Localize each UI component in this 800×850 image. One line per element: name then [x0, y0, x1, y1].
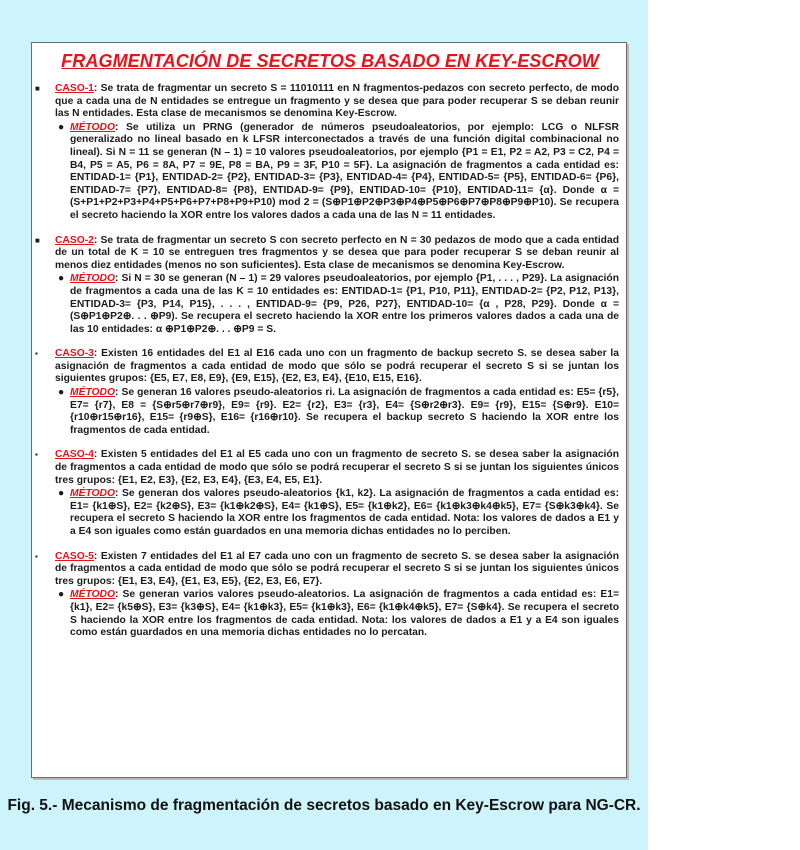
- figure-slide: [31, 42, 627, 778]
- bullet-dot-icon: ●: [58, 488, 65, 500]
- case-item: [35, 234, 619, 337]
- case-description: CASO-4: Existen 5 entidades del E1 al E5 cada uno con un fragmento de secreto S. se desea saber la asignación de fragmentos a cada entidad de modo que sólo se podrá recuperar el secreto S si se juntan los siguientes únicos tres grupos: {E1, E2, E3}, {E2, E3, E4}, {E3, E4, E5, E1}.: [55, 449, 619, 486]
- case-text: Existen 16 entidades del E1 al E16 cada uno con un fragmento de backup secreto S. se desea saber la asignación de fragmentos a cada entidad de modo que sólo se podrá recuperar el secreto S si se juntan los siguientes grupos: {E5, E7, E8, E9}, {E9, E15}, {E2, E3, E4}, {E10, E15, E16}.: [55, 348, 619, 385]
- figure-title: FRAGMENTACIÓN DE SECRETOS BASADO EN KEY-ESCROW: [61, 51, 599, 71]
- case-text: Existen 7 entidades del E1 al E7 cada uno con un fragmento de secreto S. se desea saber la asignación de fragmentos a cada entidad de modo que sólo se podrá recuperar el secreto S si se juntan los siguientes únicos tres grupos: {E1, E3, E4}, {E1, E3, E5}, {E2, E3, E6, E7}.: [55, 550, 619, 587]
- method-text: Se generan varios valores pseudo-aleatorios. La asignación de fragmentos a cada entidad es: E1= {k1}, E2= {k5⊕S}, E3= {k3⊕S}, E4= {k1⊕k3}, E5= {k1⊕k3}, E6= {k1⊕k4⊕k5}, E7= {S⊕k4}. Se recupera el secreto S haciendo la XOR entre los fragmentos de cada entidad. Nota: los valores de dados a E1 y a E4 son iguales como están guardados en una memoria dichas entidades no lo percatan.: [70, 589, 619, 639]
- method-text: Si N = 30 se generan (N – 1) = 29 valores pseudoaleatorios, por ejemplo {P1, . . . , P29}. La asignación de fragmentos a cada una de las K = 10 entidades es: ENTIDAD-1= {P1, P10, P11}, ENTIDAD-2= {P2, P12, P13}, ENTIDAD-3= {P3, P14, P15}, . . . , ENTIDAD-9= {P9, P26, P27}, ENTIDAD-10= {α , P28, P29}. Donde α = (S⊕P1⊕P2⊕. . . ⊕P9). Se recupera el secreto haciendo la XOR entre los primeros valores dados a cada una de las 10 entidades: α ⊕P1⊕P2⊕. . . ⊕P9 = S.: [70, 273, 619, 335]
- case-label: CASO-4: [55, 449, 94, 461]
- bullet-icon: ▪: [35, 450, 38, 460]
- method-label: MÉTODO: [70, 589, 116, 601]
- case-text: Se trata de fragmentar un secreto S con secreto perfecto en N = 30 pedazos de modo que a cada entidad de un total de K = 10 se entreguen tres fragmentos y se desea que para poder recuperar S se deban reunir al menos diez entidades (menos no son suficientes). Esta clase de mecanismos se denomina Key-Escrow.: [55, 234, 619, 271]
- case-label: CASO-1: [55, 83, 94, 94]
- case-text: Existen 5 entidades del E1 al E5 cada uno con un fragmento de secreto S. se desea saber la asignación de fragmentos a cada entidad de modo que sólo se podrá recuperar el secreto S si se juntan los siguientes únicos tres grupos: {E1, E2, E3}, {E2, E3, E4}, {E3, E4, E5, E1}.: [55, 449, 619, 486]
- bullet-dot-icon: ●: [58, 121, 65, 133]
- figure-caption: Fig. 5.- Mecanismo de fragmentación de secretos basado en Key-Escrow para NG-CR.: [7, 797, 641, 814]
- method-text: Se generan dos valores pseudo-aleatorios {k1, k2}. La asignación de fragmentos a cada entidad es: E1= {k1⊕S}, E2= {k2⊕S}, E3= {k1⊕k2⊕S}, E4= {k1⊕S}, E5= {k1⊕k2}, E6= {k1⊕k3⊕k4⊕k5}, E7= {S⊕k3⊕k4}. Se recupera el secreto S haciendo la XOR entre los fragmentos de cada entidad. Nota: los valores de dados a E1 y a E4 son iguales como están guardados en una memoria dichas entidades no lo perciben.: [70, 488, 620, 537]
- case-item: [35, 449, 620, 538]
- case-description: CASO-1: Se trata de fragmentar un secreto S = 11010111 en N fragmentos-pedazos con secreto perfecto, de modo que a cada una de N entidades se entregue un fragmento y se desea que para poder recuperar S se deban reunir las N entidades. Esta clase de mecanismos se denomina Key-Escrow.: [55, 83, 619, 120]
- method-label: MÉTODO: [70, 387, 116, 399]
- case-method: ● MÉTODO: Se generan varios valores pseudo-aleatorios. La asignación de fragmentos a cada entidad es: E1= {k1}, E2= {k5⊕S}, E3= {k3⊕S}, E4= {k1⊕k3}, E5= {k1⊕k3}, E6= {k1⊕k4⊕k5}, E7= {S⊕k4}. Se recupera el secreto S haciendo la XOR entre los fragmentos de cada entidad. Nota: los valores de dados a E1 y a E4 son iguales como están guardados en una memoria dichas entidades no lo percatan.: [58, 589, 619, 639]
- case-label: CASO-3: [55, 348, 94, 360]
- bullet-dot-icon: ●: [58, 589, 65, 601]
- method-text: Se generan 16 valores pseudo-aleatorios ri. La asignación de fragmentos a cada entidad es: E5= {r5}, E7= {r7}, E8 = {S⊕r5⊕r7⊕r9}, E9= {r9}. E2= {r2}, E3= {r3}, E4= {S⊕r2⊕r3}. E9= {r9}, E15= {S⊕r9}. E10= {r10⊕r15⊕r16}, E15= {r9⊕S}, E16= {r16⊕r10}. Se recupera el backup secreto S haciendo la XOR entre los fragmentos de cada entidad.: [70, 387, 620, 436]
- case-item: [35, 550, 619, 640]
- case-method: ● MÉTODO: Si N = 30 se generan (N – 1) = 29 valores pseudoaleatorios, por ejemplo {P1, . . . , P29}. La asignación de fragmentos a cada una de las K = 10 entidades es: ENTIDAD-1= {P1, P10, P11}, ENTIDAD-2= {P2, P12, P13}, ENTIDAD-3= {P3, P14, P15}, . . . , ENTIDAD-9= {P9, P26, P27}, ENTIDAD-10= {α , P28, P29}. Donde α = (S⊕P1⊕P2⊕. . . ⊕P9). Se recupera el secreto haciendo la XOR entre los primeros valores dados a cada una de las 10 entidades: α ⊕P1⊕P2⊕. . . ⊕P9 = S.: [58, 273, 619, 335]
- bullet-dot-icon: ●: [58, 273, 65, 285]
- method-label: MÉTODO: [70, 273, 116, 285]
- case-description: CASO-5: Existen 7 entidades del E1 al E7 cada uno con un fragmento de secreto S. se desea saber la asignación de fragmentos a cada entidad de modo que sólo se podrá recuperar el secreto S si se juntan los siguientes únicos tres grupos: {E1, E3, E4}, {E1, E3, E5}, {E2, E3, E6, E7}.: [55, 550, 619, 587]
- cases-list: [35, 83, 620, 652]
- case-method: ● MÉTODO: Se generan dos valores pseudo-aleatorios {k1, k2}. La asignación de fragmentos a cada entidad es: E1= {k1⊕S}, E2= {k2⊕S}, E3= {k1⊕k2⊕S}, E4= {k1⊕S}, E5= {k1⊕k2}, E6= {k1⊕k3⊕k4⊕k5}, E7= {S⊕k3⊕k4}. Se recupera el secreto S haciendo la XOR entre los fragmentos de cada entidad. Nota: los valores de dados a E1 y a E4 son iguales como están guardados en una memoria dichas entidades no lo perciben.: [58, 488, 620, 537]
- case-method: ● MÉTODO: Se utiliza un PRNG (generador de números pseudoaleatorios, por ejemplo: LCG o NLFSR generalizado no lineal basado en k LFSR interconectados a través de una función digital combinacional no lineal). Si N = 11 se generan (N – 1) = 10 valores pseudoaleatorios, por ejemplo {P1 = E1, P2 = A2, P3 = C2, P4 = B4, P5 = A5, P6 = 8A, P7 = 9E, P8 = BA, P9 = 3F, P10 = 5F}. La asignación de fragmentos a cada entidad es: ENTIDAD-1= {P1}, ENTIDAD-2= {P2}, ENTIDAD-3= {P3}, ENTIDAD-4= {P4}, ENTIDAD-5= {P5}, ENTIDAD-6= {P6}, ENTIDAD-7= {P7}, ENTIDAD-8= {P8}, ENTIDAD-9= {P9}, ENTIDAD-10= {P10}, ENTIDAD-11= {α}. Donde α = (S+P1+P2+P3+P4+P5+P6+P7+P8+P9+P10) mod 2 = (S⊕P1⊕P2⊕P3⊕P4⊕P5⊕P6⊕P7⊕P8⊕P9⊕P10). Se recupera el secreto haciendo la XOR entre los valores dados a cada una de las N = 11 entidades.: [58, 121, 619, 221]
- case-description: CASO-2: Se trata de fragmentar un secreto S con secreto perfecto en N = 30 pedazos de modo que a cada entidad de un total de K = 10 se entreguen tres fragmentos y se desea que para poder recuperar S se deban reunir al menos diez entidades (menos no son suficientes). Esta clase de mecanismos se denomina Key-Escrow.: [55, 234, 619, 271]
- case-method: ● MÉTODO: Se generan 16 valores pseudo-aleatorios ri. La asignación de fragmentos a cada entidad es: E5= {r5}, E7= {r7}, E8 = {S⊕r5⊕r7⊕r9}, E9= {r9}. E2= {r2}, E3= {r3}, E4= {S⊕r2⊕r3}. E9= {r9}, E15= {S⊕r9}. E10= {r10⊕r15⊕r16}, E15= {r9⊕S}, E16= {r16⊕r10}. Se recupera el backup secreto S haciendo la XOR entre los fragmentos de cada entidad.: [58, 387, 620, 436]
- bullet-icon: ▪: [35, 349, 38, 359]
- bullet-icon: ■: [35, 235, 40, 245]
- method-label: MÉTODO: [70, 121, 116, 133]
- case-description: CASO-3: Existen 16 entidades del E1 al E16 cada uno con un fragmento de backup secreto S. se desea saber la asignación de fragmentos a cada entidad de modo que sólo se podrá recuperar el secreto S si se juntan los siguientes grupos: {E5, E7, E8, E9}, {E9, E15}, {E2, E3, E4}, {E10, E15, E16}.: [55, 348, 619, 385]
- case-item: [35, 83, 619, 223]
- bullet-dot-icon: ●: [58, 387, 65, 399]
- bullet-icon: ■: [35, 84, 40, 93]
- case-item: [35, 348, 620, 437]
- case-label: CASO-5: [55, 550, 94, 562]
- case-text: Se trata de fragmentar un secreto S = 11010111 en N fragmentos-pedazos con secreto perfecto, de modo que a cada una de N entidades se entregue un fragmento y se desea que para poder recuperar S se deban reunir las N entidades. Esta clase de mecanismos se denomina Key-Escrow.: [55, 83, 619, 120]
- method-label: MÉTODO: [70, 488, 116, 500]
- case-label: CASO-2: [55, 234, 94, 246]
- method-text: Se utiliza un PRNG (generador de números pseudoaleatorios, por ejemplo: LCG o NLFSR generalizado no lineal basado en k LFSR interconectados a través de una función digital combinacional no lineal). Si N = 11 se generan (N – 1) = 10 valores pseudoaleatorios, por ejemplo {P1 = E1, P2 = A2, P3 = C2, P4 = B4, P5 = A5, P6 = 8A, P7 = 9E, P8 = BA, P9 = 3F, P10 = 5F}. La asignación de fragmentos a cada entidad es: ENTIDAD-1= {P1}, ENTIDAD-2= {P2}, ENTIDAD-3= {P3}, ENTIDAD-4= {P4}, ENTIDAD-5= {P5}, ENTIDAD-6= {P6}, ENTIDAD-7= {P7}, ENTIDAD-8= {P8}, ENTIDAD-9= {P9}, ENTIDAD-10= {P10}, ENTIDAD-11= {α}. Donde α = (S+P1+P2+P3+P4+P5+P6+P7+P8+P9+P10) mod 2 = (S⊕P1⊕P2⊕P3⊕P4⊕P5⊕P6⊕P7⊕P8⊕P9⊕P10). Se recupera el secreto haciendo la XOR entre los valores dados a cada una de las N = 11 entidades.: [70, 121, 619, 221]
- bullet-icon: ▪: [35, 551, 38, 561]
